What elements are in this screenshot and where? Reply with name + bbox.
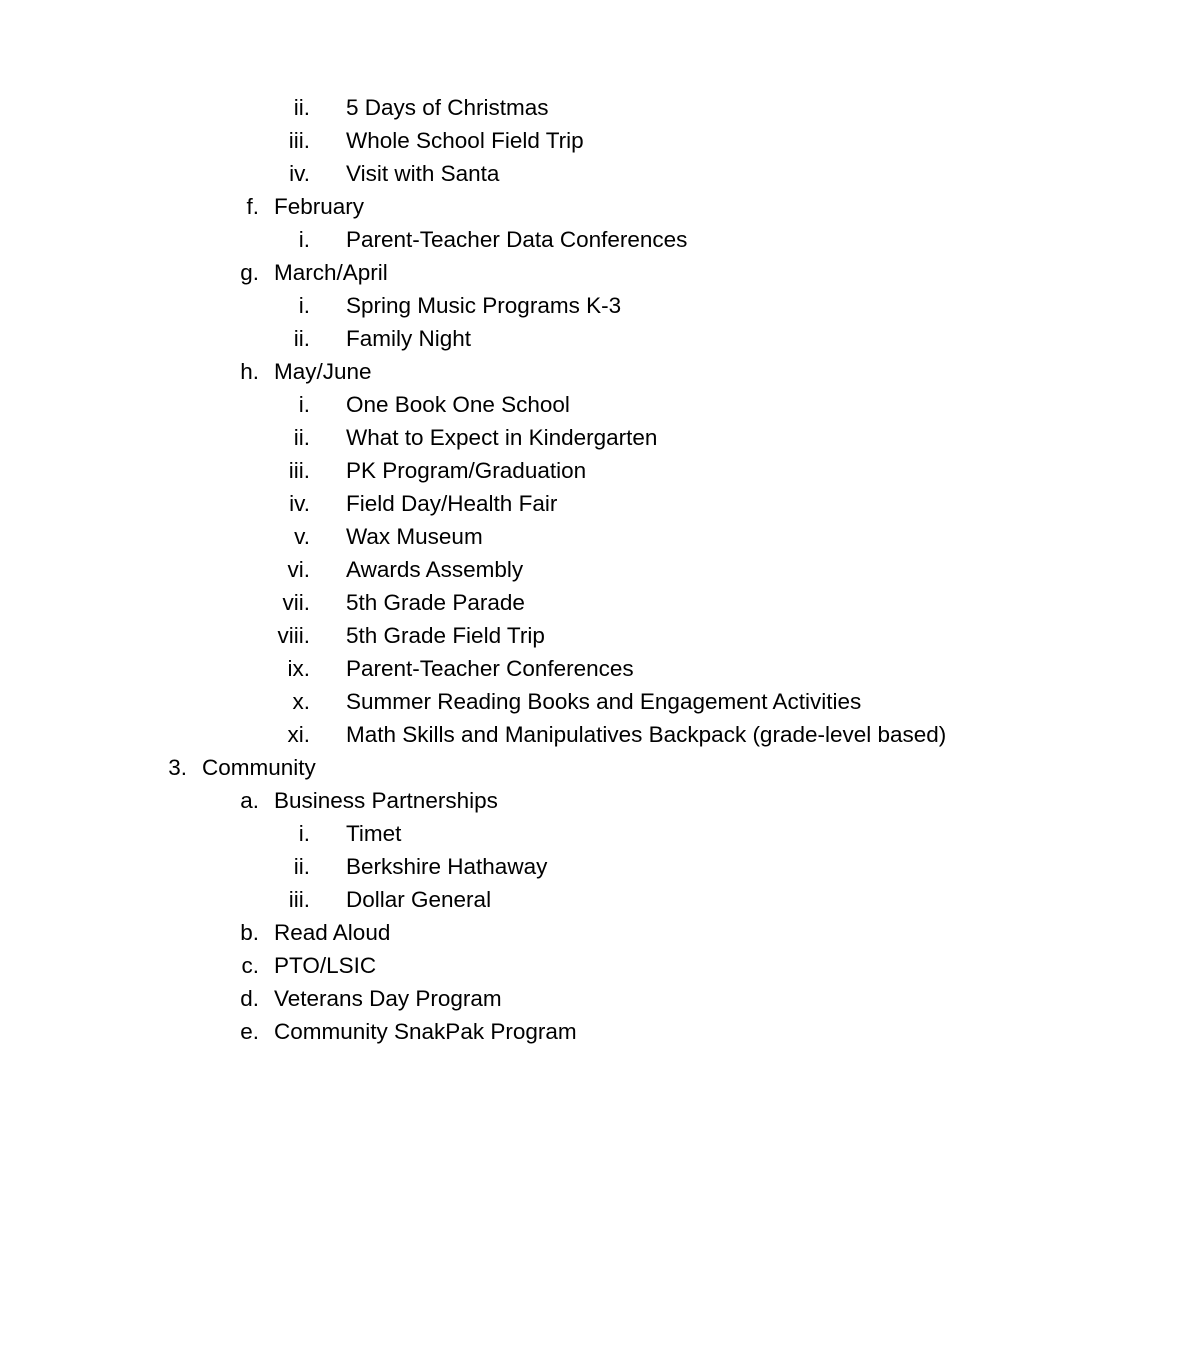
list-item <box>0 586 1196 619</box>
list-item <box>0 256 1196 289</box>
list-marker: b. <box>240 920 259 945</box>
list-item-text: Business Partnerships <box>274 788 498 813</box>
list-item <box>0 949 1196 982</box>
list-marker: i. <box>298 392 310 417</box>
list-marker: i. <box>298 293 310 318</box>
list-item-text: Community <box>202 755 316 780</box>
list-marker: i. <box>298 821 310 846</box>
list-item <box>0 421 1196 454</box>
list-item <box>0 553 1196 586</box>
list-item <box>0 223 1196 256</box>
list-item-text: Field Day/Health Fair <box>346 491 558 516</box>
list-marker: ii. <box>293 425 310 450</box>
list-marker: ii. <box>293 326 310 351</box>
list-marker: iv. <box>289 491 310 516</box>
list-marker: iv. <box>289 161 310 186</box>
list-marker: a. <box>240 788 259 813</box>
list-item <box>0 1015 1196 1048</box>
list-item <box>0 784 1196 817</box>
list-item <box>0 652 1196 685</box>
list-item-text: Summer Reading Books and Engagement Activities <box>346 689 862 714</box>
list-marker: ix. <box>287 656 310 681</box>
list-item-text: 5th Grade Field Trip <box>346 623 545 648</box>
list-marker: xi. <box>287 722 310 747</box>
list-marker: v. <box>294 524 310 549</box>
list-item <box>0 850 1196 883</box>
list-item-text: Dollar General <box>346 887 492 912</box>
list-marker: x. <box>292 689 310 714</box>
list-marker: viii. <box>277 623 310 648</box>
list-item <box>0 91 1196 124</box>
list-marker: iii. <box>288 458 310 483</box>
list-item <box>0 322 1196 355</box>
list-item-text: Read Aloud <box>274 920 391 945</box>
list-item-text: Parent-Teacher Conferences <box>346 656 634 681</box>
list-marker: vii. <box>282 590 310 615</box>
list-item-text: Whole School Field Trip <box>346 128 584 153</box>
document-page <box>0 91 1196 1048</box>
list-item <box>0 454 1196 487</box>
list-item-text: May/June <box>274 359 372 384</box>
list-item <box>0 487 1196 520</box>
list-marker: g. <box>240 260 259 285</box>
list-item-text: Veterans Day Program <box>274 986 502 1011</box>
list-marker: e. <box>240 1019 259 1044</box>
list-item-text: One Book One School <box>346 392 570 417</box>
list-item-text: Berkshire Hathaway <box>346 854 548 879</box>
list-item-text: Community SnakPak Program <box>274 1019 577 1044</box>
list-item-text: March/April <box>274 260 388 285</box>
list-item <box>0 982 1196 1015</box>
list-item-text: Parent-Teacher Data Conferences <box>346 227 688 252</box>
list-marker: iii. <box>288 887 310 912</box>
list-item-text: PK Program/Graduation <box>346 458 587 483</box>
list-marker: c. <box>241 953 259 978</box>
list-item <box>0 685 1196 718</box>
list-item <box>0 916 1196 949</box>
list-marker: ii. <box>293 854 310 879</box>
list-marker: ii. <box>293 95 310 120</box>
list-item-text: February <box>274 194 365 219</box>
list-item-text: What to Expect in Kindergarten <box>346 425 658 450</box>
list-item-text: Spring Music Programs K-3 <box>346 293 622 318</box>
list-marker: f. <box>246 194 259 219</box>
list-item <box>0 355 1196 388</box>
list-item-text: Wax Museum <box>346 524 483 549</box>
list-marker: h. <box>240 359 259 384</box>
list-item <box>0 619 1196 652</box>
list-item <box>0 751 1196 784</box>
list-item <box>0 883 1196 916</box>
list-item <box>0 388 1196 421</box>
list-item-text: Timet <box>346 821 402 846</box>
list-item <box>0 289 1196 322</box>
list-item <box>0 817 1196 850</box>
list-item-text: Family Night <box>346 326 472 351</box>
list-item <box>0 157 1196 190</box>
outline-list <box>0 91 1196 1048</box>
list-item-text: 5th Grade Parade <box>346 590 525 615</box>
list-item-text: 5 Days of Christmas <box>346 95 549 120</box>
list-item-text: Math Skills and Manipulatives Backpack (grade-level based) <box>346 722 947 747</box>
list-item-text: Awards Assembly <box>346 557 524 582</box>
list-item-text: PTO/LSIC <box>274 953 377 978</box>
list-marker: iii. <box>288 128 310 153</box>
list-item-text: Visit with Santa <box>346 161 500 186</box>
list-marker: vi. <box>287 557 310 582</box>
list-item <box>0 718 1196 751</box>
list-marker: i. <box>298 227 310 252</box>
list-item <box>0 190 1196 223</box>
list-item <box>0 520 1196 553</box>
list-item <box>0 124 1196 157</box>
list-marker: d. <box>240 986 259 1011</box>
list-marker: 3. <box>168 755 187 780</box>
